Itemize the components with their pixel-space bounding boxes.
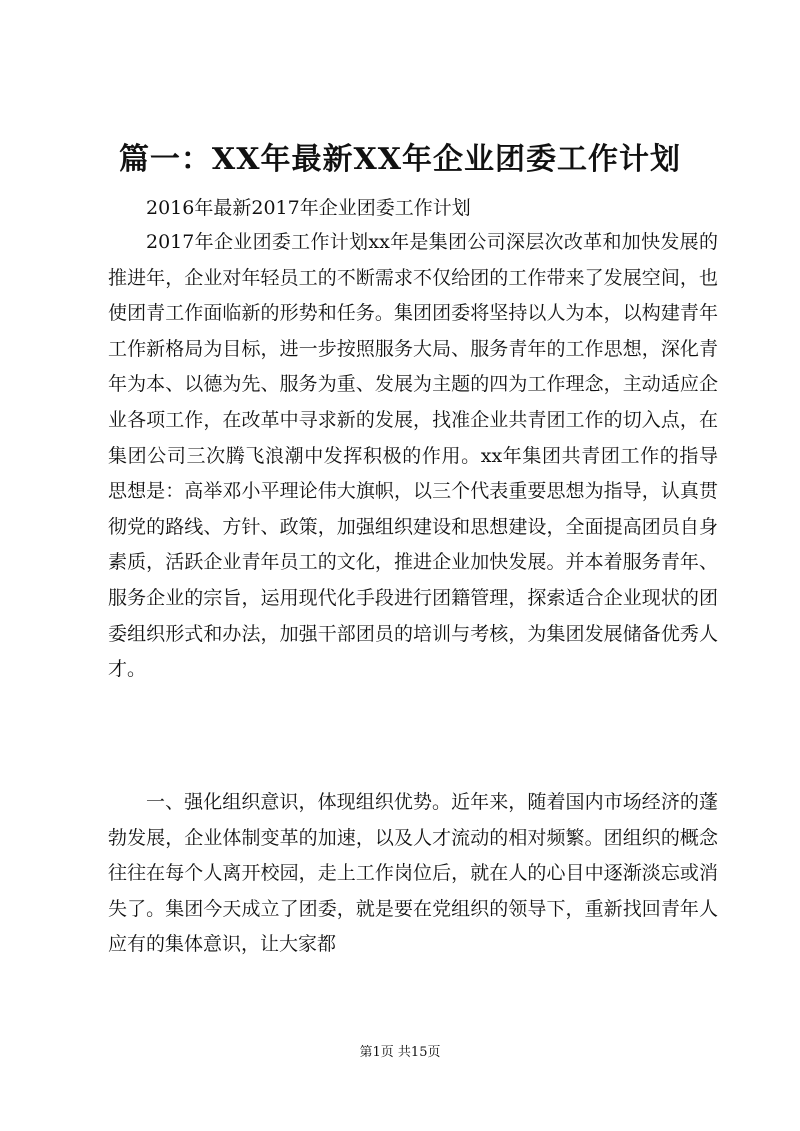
body-paragraph: 2017年企业团委工作计划xx年是集团公司深层次改革和加快发展的推进年，企业对年轻员工的不断需求不仅给团的工作带来了发展空间，也使团青工作面临新的形势和任务。集团团委将坚持以人为本，以构建青年工作新格局为目标，进一步按照服务大局、服务青年的工作思想，深化青年为本、以德为先、服务为重、发展为主题的四为工作理念，主动适应企业各项工作，在改革中寻求新的发展，找准企业共青团工作的切入点，在集团公司三次腾飞浪潮中发挥积极的作用。xx年集团共青团工作的指导思想是：高举邓小平理论伟大旗帜，以三个代表重要思想为指导，认真贯彻党的路线、方针、政策，加强组织建设和思想建设，全面提高团员自身素质，活跃企业青年员工的文化，推进企业加快发展。并本着服务青年、服务企业的宗旨，运用现代化手段进行团籍管理，探索适合企业现状的团委组织形式和办法，加强干部团员的培训与考核，为集团发展储备优秀人才。: [108, 231, 718, 681]
document-title: 篇一：XX年最新XX年企业团委工作计划: [118, 142, 682, 177]
document-subtitle: 2016年最新2017年企业团委工作计划: [146, 197, 471, 219]
page-footer: 第1页 共15页: [359, 1045, 441, 1060]
body-paragraph: 一、强化组织意识，体现组织优势。近年来，随着国内市场经济的蓬勃发展，企业体制变革的加速，以及人才流动的相对频繁。团组织的概念往往在每个人离开校园，走上工作岗位后，就在人的心目中逐渐淡忘或消失了。集团今天成立了团委，就是要在党组织的领导下，重新找回青年人应有的集体意识，让大家都: [108, 791, 718, 956]
